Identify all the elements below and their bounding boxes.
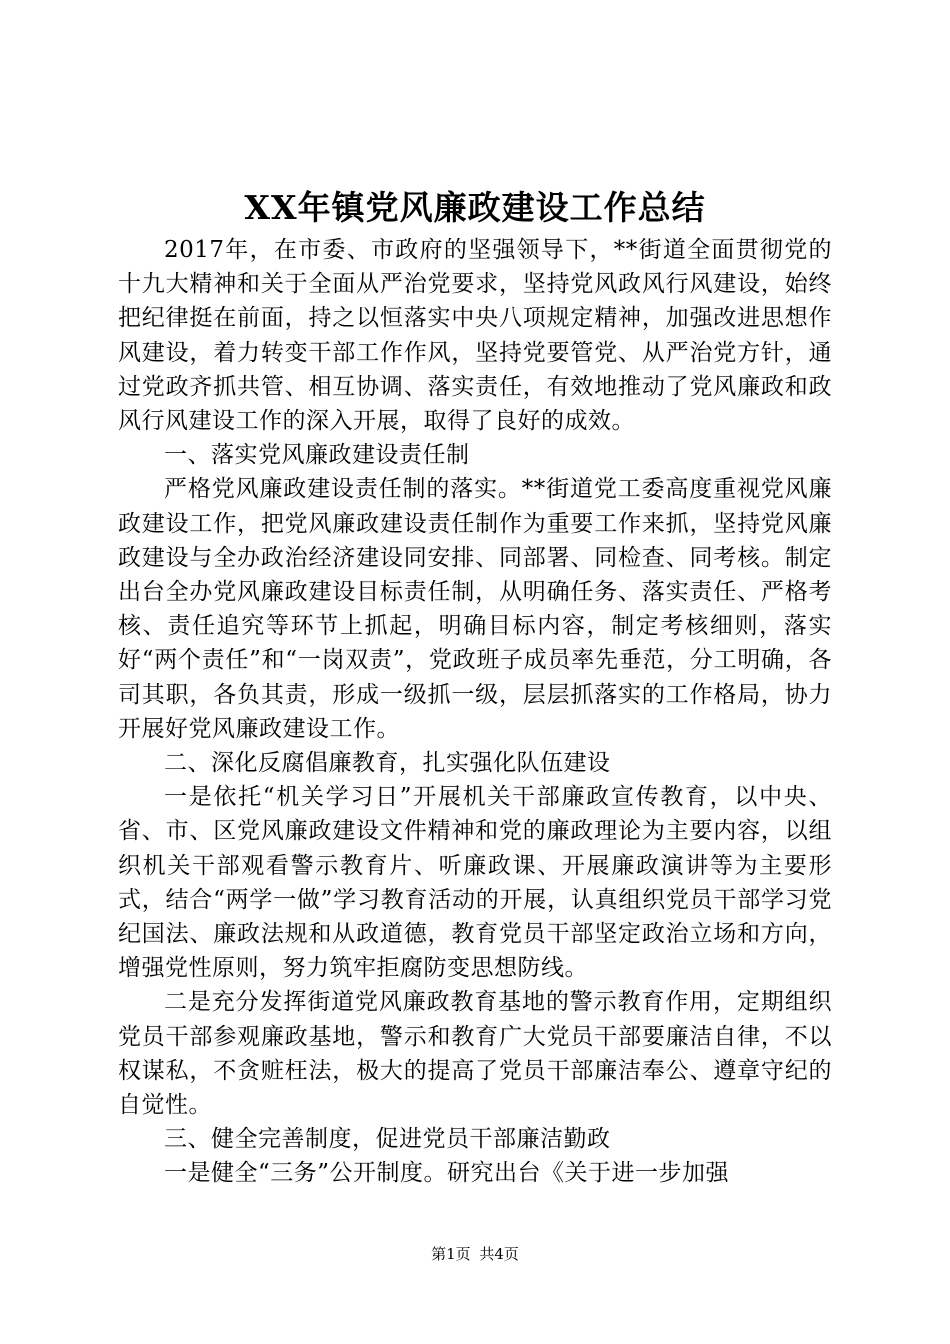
paragraph-section-1: 严格党风廉政建设责任制的落实。**街道党工委高度重视党风廉政建设工作，把党风廉政建设责任制作为重要工作来抓，坚持党风廉政建设与全办政治经济建设同安排、同部署、同检查、同考核。制定出台全办党风廉政建设目标责任制，从明确任务、落实责任、严格考核、责任追究等环节上抓起，明确目标内容，制定考核细则，落实好“两个责任”和“一岗双责”，党政班子成员率先垂范，分工明确，各司其职，各负其责，形成一级抓一级，层层抓落实的工作格局，协力开展好党风廉政建设工作。 <box>118 476 832 742</box>
page-number: 第1页 <box>431 1245 471 1263</box>
paragraph-section-3-item-1: 一是健全“三务”公开制度。研究出台《关于进一步加强 <box>164 1160 730 1187</box>
document-body <box>118 233 832 1191</box>
section-heading-1: 一、落实党风廉政建设责任制 <box>164 442 470 469</box>
section-heading-2: 二、深化反腐倡廉教育，扎实强化队伍建设 <box>164 750 611 777</box>
page-footer <box>0 1243 950 1265</box>
page-total: 共4页 <box>479 1245 519 1263</box>
paragraph-section-2-item-1: 一是依托“机关学习日”开展机关干部廉政宣传教育，以中央、省、市、区党风廉政建设文件精神和党的廉政理论为主要内容，以组织机关干部观看警示教育片、听廉政课、开展廉政演讲等为主要形式，结合“两学一做”学习教育活动的开展，认真组织党员干部学习党纪国法、廉政法规和从政道德，教育党员干部坚定政治立场和方向，增强党性原则，努力筑牢拒腐防变思想防线。 <box>118 784 832 982</box>
paragraph-section-2-item-2: 二是充分发挥街道党风廉政教育基地的警示教育作用，定期组织党员干部参观廉政基地，警示和教育广大党员干部要廉洁自律，不以权谋私，不贪赃枉法，极大的提高了党员干部廉洁奉公、遵章守纪的自觉性。 <box>118 989 832 1119</box>
document-title: XX年镇党风廉政建设工作总结 <box>244 188 706 227</box>
paragraph-intro: 2017年，在市委、市政府的坚强领导下，**街道全面贯彻党的十九大精神和关于全面从严治党要求，坚持党风政风行风建设，始终把纪律挺在前面，持之以恒落实中央八项规定精神，加强改进思想作风建设，着力转变干部工作作风，坚持党要管党、从严治党方针，通过党政齐抓共管、相互协调、落实责任，有效地推动了党风廉政和政风行风建设工作的深入开展，取得了良好的成效。 <box>118 237 832 435</box>
section-heading-3: 三、健全完善制度，促进党员干部廉洁勤政 <box>164 1126 611 1153</box>
